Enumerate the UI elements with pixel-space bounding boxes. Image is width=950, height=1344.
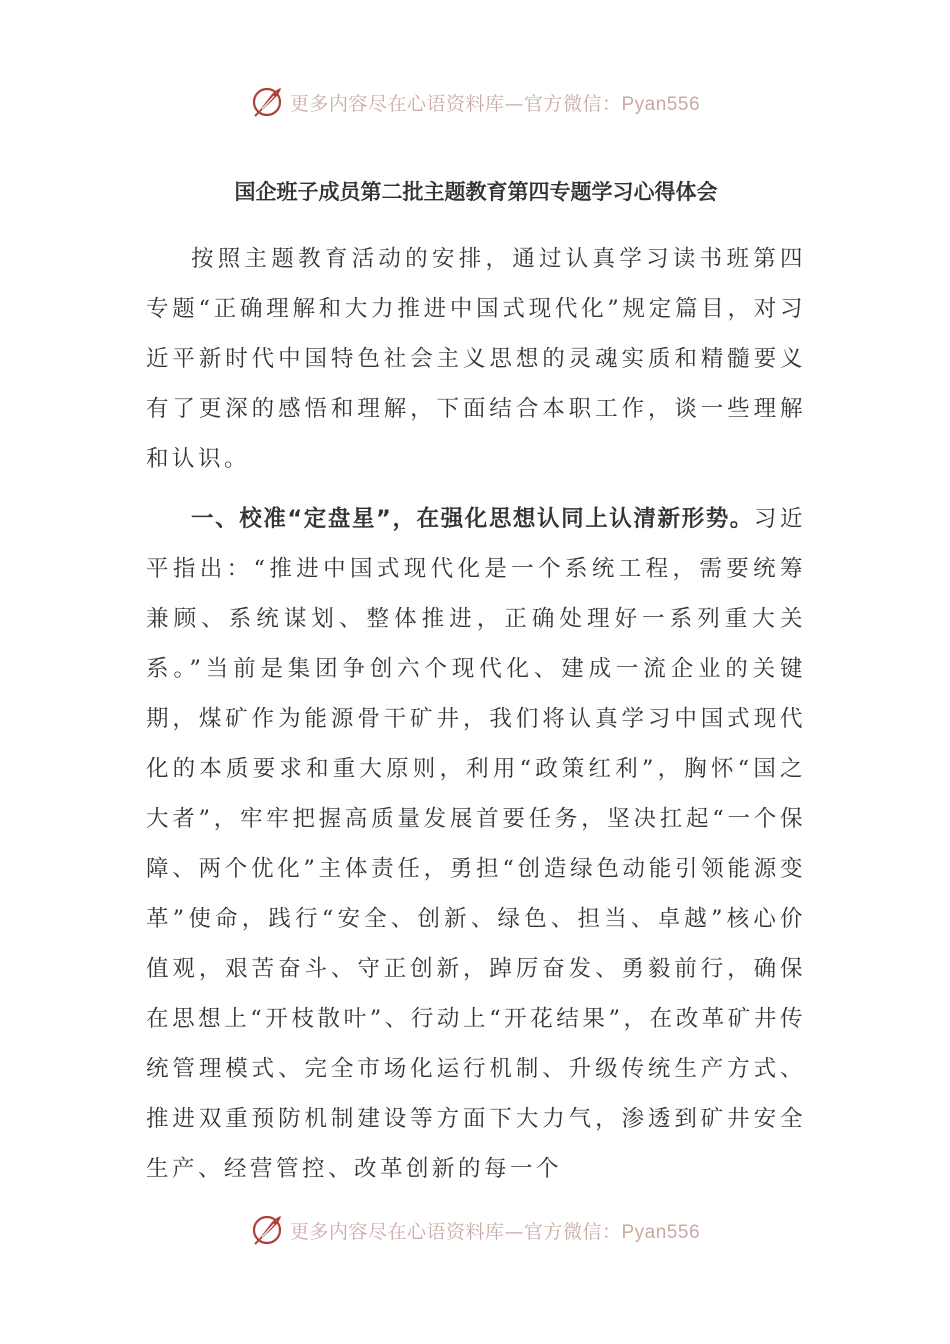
wechat-id: Pyan556 [621, 93, 701, 115]
intro-paragraph: 按照主题教育活动的安排，通过认真学习读书班第四专题“正确理解和大力推进中国式现代化”规定篇目，对习近平新时代中国特色社会主义思想的灵魂实质和精髓要义有了更深的感悟和理解，下面结合本职工作，谈一些理解和认识。 [146, 246, 806, 472]
quill-logo-icon [250, 85, 284, 119]
section-1-body: 习近平指出：“推进中国式现代化是一个系统工程，需要统筹兼顾、系统谋划、整体推进，正确处理好一系列重大关系。”当前是集团争创六个现代化、建成一流企业的关键期，煤矿作为能源骨干矿井，我们将认真学习中国式现代化的本质要求和重大原则，利用“政策红利”，胸怀“国之大者”，牢牢把握高质量发展首要任务，坚决扛起“一个保障、两个优化”主体责任，勇担“创造绿色动能引领能源变革”使命，践行“安全、创新、绿色、担当、卓越”核心价值观，艰苦奋斗、守正创新，踔厉奋发、勇毅前行，确保在思想上“开枝散叶”、行动上“开花结果”，在改革矿井传统管理模式、完全市场化运行机制、升级传统生产方式、推进双重预防机制建设等方面下大力气，渗透到矿井安全生产、经营管控、改革创新的每一个 [146, 506, 806, 1182]
document-body [146, 172, 806, 1194]
watermark-header [0, 82, 950, 122]
quill-logo-icon [250, 1213, 284, 1247]
watermark-text: 更多内容尽在心语资料库—官方微信：Pyan556 [289, 92, 701, 115]
section-1-paragraph [146, 494, 806, 1194]
watermark-footer [0, 1210, 950, 1250]
wechat-id: Pyan556 [621, 1221, 701, 1243]
watermark-text: 更多内容尽在心语资料库—官方微信：Pyan556 [289, 1220, 701, 1243]
section-1-heading: 一、校准“定盘星”，在强化思想认同上认清新形势。 [191, 506, 754, 532]
document-title: 国企班子成员第二批主题教育第四专题学习心得体会 [234, 180, 718, 204]
